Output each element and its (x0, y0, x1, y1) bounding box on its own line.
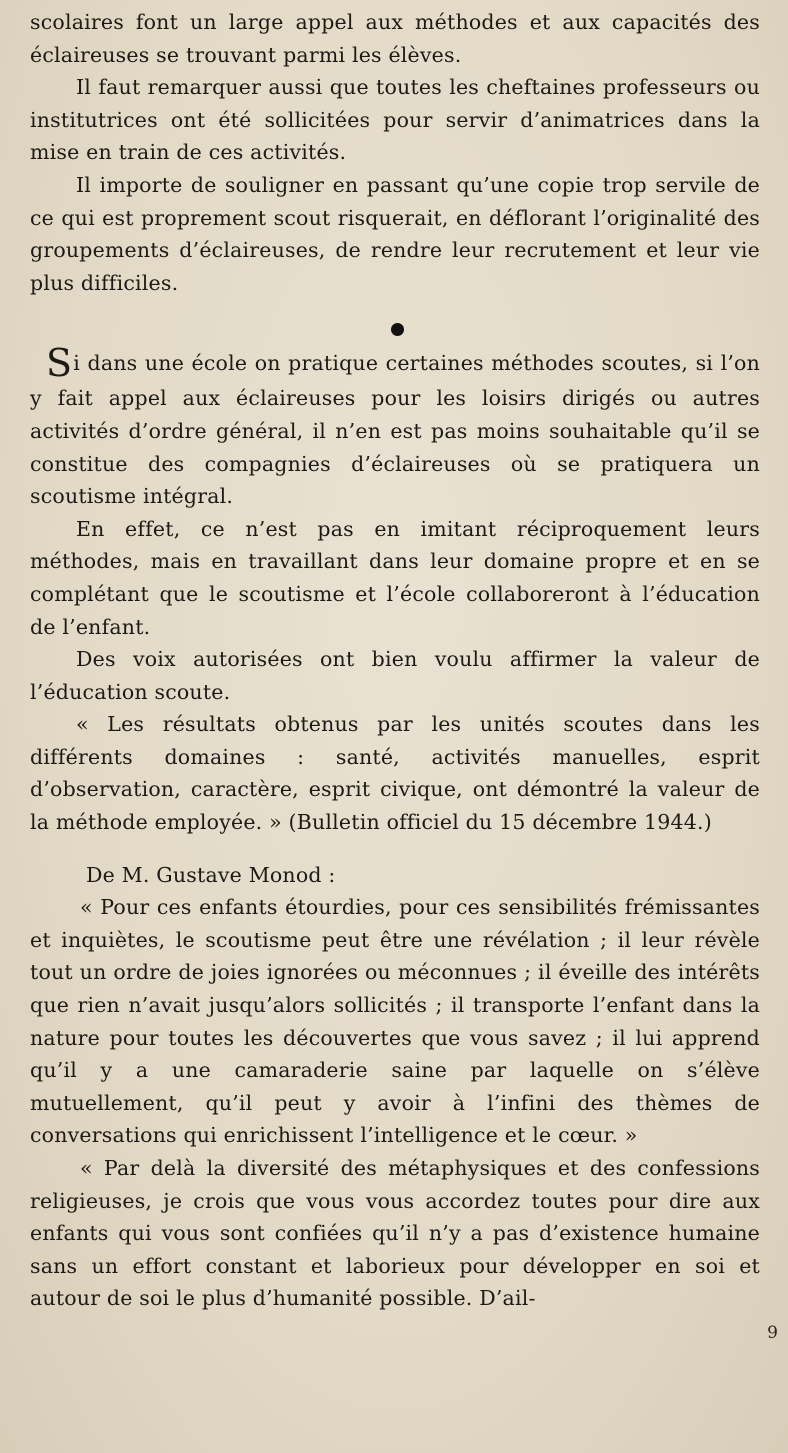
paragraph-opening (30, 341, 760, 512)
paragraph-cheftaines: Il faut remarquer aussi que toutes les cheftaines professeurs ou institutrices ont été sollicitées pour servir d’animatrices dans la mise en train de ces activités. (30, 75, 760, 165)
paragraph-continuation: scolaires font un large appel aux méthodes et aux capacités des éclaireuses se trouvant parmi les élèves. (30, 10, 760, 67)
page-number: 9 (767, 1323, 778, 1343)
quote-bulletin-officiel: « Les résultats obtenus par les unités scoutes dans les différents domaines : santé, activités manuelles, esprit d’observation, caractère, esprit civique, ont démontré la valeur de la méthode employée. » (Bulletin officiel du 15 décembre 1944.) (30, 712, 760, 835)
quote-monod-1: « Pour ces enfants étourdies, pour ces sensibilités frémissantes et inquiètes, le scoutisme peut être une révélation ; il leur révèle tout un ordre de joies ignorées ou méconnues ; il éveille des intérêts que rien n’avait jusqu’alors sollicités ; il transporte l’enfant dans la nature pour toutes les découvertes que vous savez ; il lui apprend qu’il y a une camaraderie saine par laquelle on s’élève mutuellement, qu’il peut y avoir à l’infini des thèmes de conversations qui enrichissent l’intelligence et le cœur. » (30, 895, 760, 1148)
section-scoutisme-ecole (30, 341, 760, 838)
bullet-separator (391, 323, 404, 336)
paragraph-voix-autorisees: Des voix autorisées ont bien voulu affirmer la valeur de l’éducation scoute. (30, 647, 760, 704)
paragraph-copie-servile: Il importe de souligner en passant qu’une copie trop servile de ce qui est proprement scout risquerait, en déflorant l’originalité des groupements d’éclaireuses, de rendre leur recrutement et leur vie plus difficiles. (30, 172, 760, 295)
paragraph-opening-text: i dans une école on pratique certaines méthodes scoutes, si l’on y fait appel aux éclaireuses pour les loisirs dirigés ou autres activités d’ordre général, il n’en est pas moins souhaitable qu’il se constitue des compagnies d’éclaireuses où se pratiquera un scoutisme intégral. (30, 351, 760, 509)
drop-cap: S (46, 341, 73, 386)
section-monod (30, 859, 760, 1315)
quote-monod-2: « Par delà la diversité des métaphysiques et des confessions religieuses, je crois que vous vous accordez toutes pour dire aux enfants qui vous sont confiées qu’il n’y a pas d’existence humaine sans un effort constant et laborieux pour développer en soi et autour de soi le plus d’humanité possible. D’ail- (30, 1156, 760, 1311)
page-body (30, 6, 760, 1315)
paragraph-en-effet: En effet, ce n’est pas en imitant réciproquement leurs méthodes, mais en travaillant dans leur domaine propre et en se complétant que le scoutisme et l’école collaboreront à l’éducation de l’enfant. (30, 516, 760, 639)
author-heading: De M. Gustave Monod : (86, 862, 336, 887)
